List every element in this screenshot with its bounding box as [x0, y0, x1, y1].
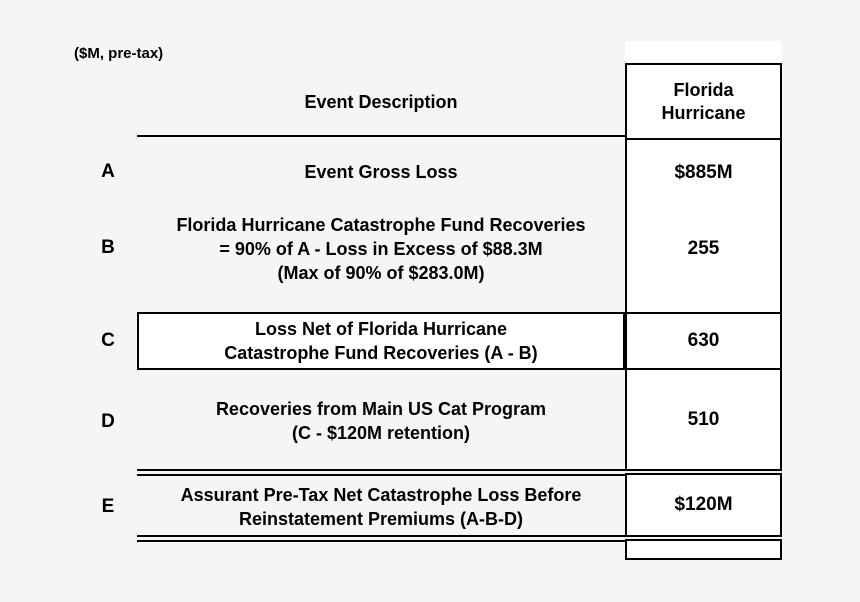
row-label-d: D: [101, 411, 115, 432]
value-cell-empty-footer: [625, 539, 782, 560]
value-e: $120M: [674, 494, 733, 515]
row-b-description-line-3: (Max of 90% of $283.0M): [277, 263, 485, 283]
value-a: $885M: [674, 162, 733, 183]
row-label-e: E: [101, 496, 115, 517]
row-e-description-line-2: Reinstatement Premiums (A-B-D): [238, 509, 524, 529]
row-d-description-line-1: Recoveries from Main US Cat Program: [215, 399, 547, 419]
value-cell-d: [625, 368, 782, 471]
event-description-header: Event Description: [304, 91, 458, 112]
row-b-description-line-1: Florida Hurricane Catastrophe Fund Recoveries: [176, 215, 586, 235]
value-cell-c: [625, 312, 782, 370]
row-d-description-line-2: (C - $120M retention): [291, 423, 471, 443]
value-column-header: [625, 63, 782, 140]
value-cell-e: [625, 473, 782, 537]
value-cell-a-b: [625, 138, 782, 314]
units-note: ($M, pre-tax): [74, 45, 164, 62]
row-c-description-box: [137, 312, 625, 370]
row-a-description: [137, 161, 625, 183]
value-d: 510: [687, 408, 720, 430]
value-column-top-spacer: [625, 41, 782, 62]
row-label-c: C: [101, 330, 115, 351]
row-e-description: [137, 483, 625, 531]
row-e-description-line-1: Assurant Pre-Tax Net Catastrophe Loss Before: [180, 485, 582, 505]
row-label-b: B: [101, 237, 115, 258]
value-header-line-2: Hurricane: [661, 102, 746, 123]
value-header-line-1: Florida: [673, 79, 734, 100]
row-b-description: [137, 213, 625, 285]
row-c-description-line-1: Loss Net of Florida Hurricane: [254, 319, 508, 339]
row-b-description-line-2: = 90% of A - Loss in Excess of $88.3M: [219, 239, 543, 259]
row-label-a: A: [101, 161, 115, 182]
row-c-description-line-2: Catastrophe Fund Recoveries (A - B): [224, 343, 538, 363]
value-c: 630: [687, 330, 720, 351]
description-header-underline: [137, 135, 625, 137]
value-b: 255: [687, 238, 720, 259]
row-a-description-line: Event Gross Loss: [304, 162, 458, 182]
row-d-description: [137, 397, 625, 445]
